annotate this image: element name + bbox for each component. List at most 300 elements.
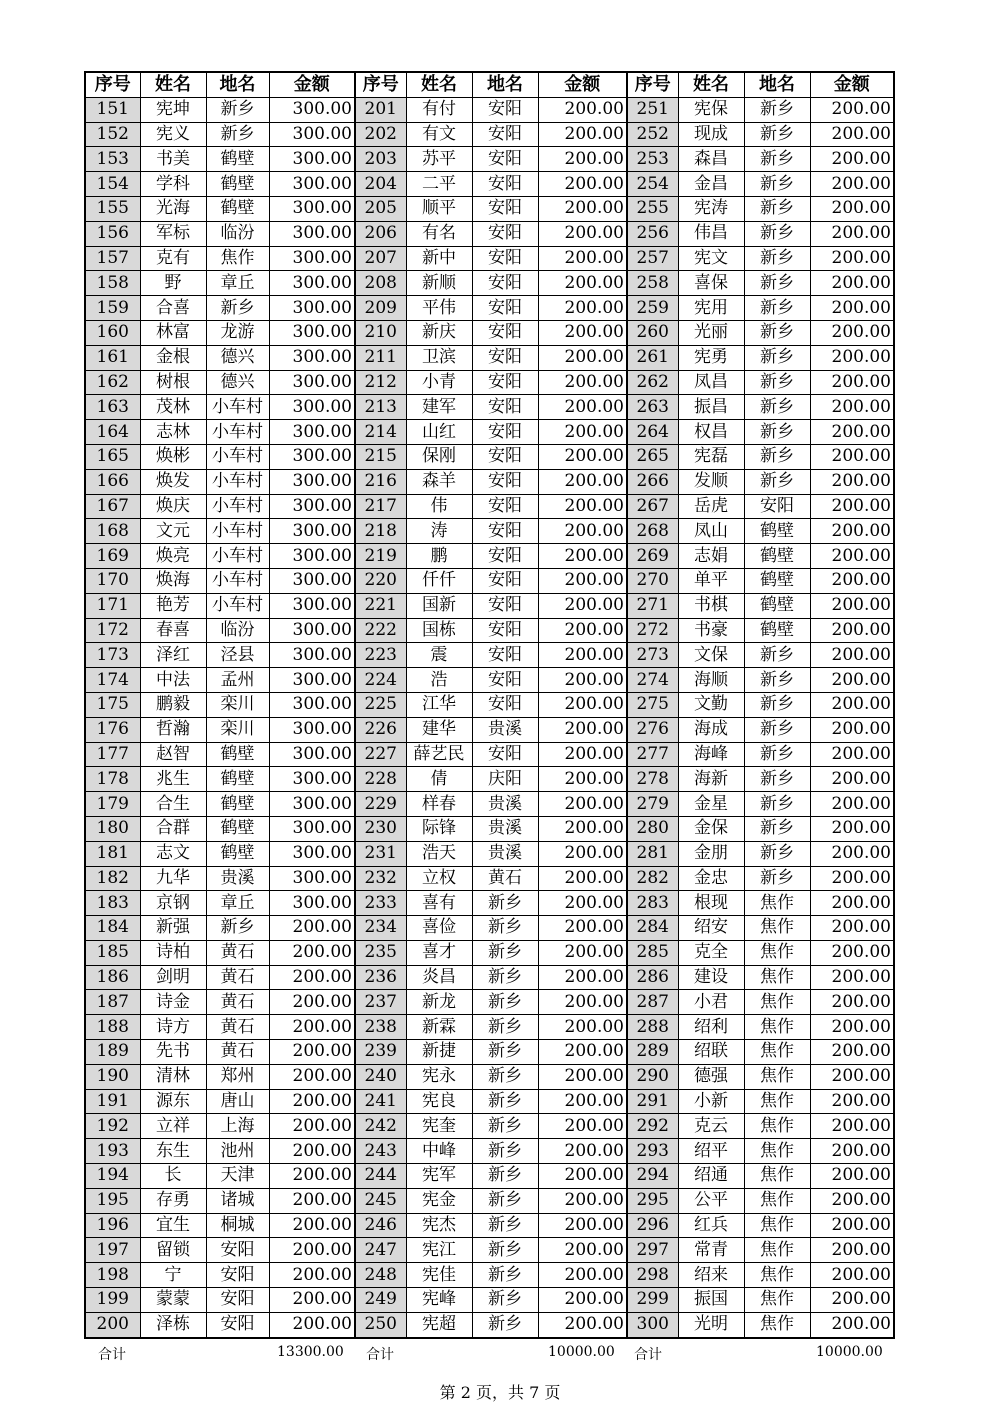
serial-cell: 237 — [355, 990, 406, 1015]
place-cell: 新乡 — [472, 990, 538, 1015]
place-cell: 鹤壁 — [744, 593, 810, 618]
name-cell: 泽红 — [140, 643, 206, 668]
serial-cell: 220 — [355, 568, 406, 593]
place-cell: 安阳 — [472, 469, 538, 494]
table-row — [85, 97, 894, 122]
header-name: 姓名 — [406, 72, 472, 97]
amount-cell: 200.00 — [269, 1040, 355, 1065]
place-cell: 新乡 — [472, 1040, 538, 1065]
serial-cell: 291 — [627, 1089, 678, 1114]
serial-cell: 262 — [627, 370, 678, 395]
place-cell: 鹤壁 — [206, 172, 269, 197]
amount-cell: 300.00 — [269, 395, 355, 420]
place-cell: 贵溪 — [472, 841, 538, 866]
name-cell: 诗方 — [140, 1015, 206, 1040]
amount-cell: 200.00 — [269, 1263, 355, 1288]
amount-cell: 200.00 — [269, 1238, 355, 1263]
place-cell: 新乡 — [744, 320, 810, 345]
amount-cell: 200.00 — [538, 717, 627, 742]
place-cell: 焦作 — [744, 1089, 810, 1114]
place-cell: 安阳 — [206, 1288, 269, 1313]
serial-cell: 215 — [355, 444, 406, 469]
place-cell: 新乡 — [472, 1114, 538, 1139]
name-cell: 书棋 — [678, 593, 744, 618]
table-row — [85, 1213, 894, 1238]
table-row — [85, 742, 894, 767]
serial-cell: 179 — [85, 792, 140, 817]
name-cell: 中峰 — [406, 1139, 472, 1164]
table-row — [85, 1114, 894, 1139]
serial-cell: 280 — [627, 816, 678, 841]
serial-cell: 195 — [85, 1188, 140, 1213]
name-cell: 焕庆 — [140, 494, 206, 519]
table-row — [85, 593, 894, 618]
table-row — [85, 172, 894, 197]
serial-cell: 209 — [355, 296, 406, 321]
name-cell: 炎昌 — [406, 965, 472, 990]
serial-cell: 252 — [627, 122, 678, 147]
serial-cell: 269 — [627, 544, 678, 569]
place-cell: 安阳 — [472, 544, 538, 569]
place-cell: 新乡 — [472, 1238, 538, 1263]
table-row — [85, 916, 894, 941]
place-cell: 新乡 — [744, 692, 810, 717]
place-cell: 新乡 — [206, 97, 269, 122]
name-cell: 红兵 — [678, 1213, 744, 1238]
name-cell: 海峰 — [678, 742, 744, 767]
table-row — [85, 1064, 894, 1089]
serial-cell: 284 — [627, 916, 678, 941]
place-cell: 新乡 — [744, 717, 810, 742]
name-cell: 喜保 — [678, 271, 744, 296]
serial-cell: 181 — [85, 841, 140, 866]
name-cell: 绍安 — [678, 916, 744, 941]
table-row — [85, 196, 894, 221]
name-cell: 顺平 — [406, 196, 472, 221]
place-cell: 小车村 — [206, 544, 269, 569]
serial-cell: 238 — [355, 1015, 406, 1040]
amount-cell: 200.00 — [538, 816, 627, 841]
table-row — [85, 568, 894, 593]
serial-cell: 257 — [627, 246, 678, 271]
amount-cell: 200.00 — [538, 990, 627, 1015]
serial-cell: 213 — [355, 395, 406, 420]
name-cell: 宪金 — [406, 1188, 472, 1213]
amount-cell: 200.00 — [810, 742, 894, 767]
table-row — [85, 618, 894, 643]
place-cell: 诸城 — [206, 1188, 269, 1213]
name-cell: 克全 — [678, 940, 744, 965]
amount-cell: 200.00 — [810, 891, 894, 916]
serial-cell: 295 — [627, 1188, 678, 1213]
table-row — [85, 370, 894, 395]
place-cell: 安阳 — [472, 420, 538, 445]
name-cell: 宪文 — [678, 246, 744, 271]
name-cell: 宪永 — [406, 1064, 472, 1089]
amount-cell: 200.00 — [269, 965, 355, 990]
name-cell: 海新 — [678, 767, 744, 792]
amount-cell: 200.00 — [810, 122, 894, 147]
serial-cell: 248 — [355, 1263, 406, 1288]
name-cell: 宪峰 — [406, 1288, 472, 1313]
place-cell: 新乡 — [472, 940, 538, 965]
serial-cell: 254 — [627, 172, 678, 197]
amount-cell: 200.00 — [269, 1188, 355, 1213]
place-cell: 新乡 — [744, 668, 810, 693]
place-cell: 新乡 — [472, 1015, 538, 1040]
place-cell: 焦作 — [206, 246, 269, 271]
serial-cell: 281 — [627, 841, 678, 866]
name-cell: 宪江 — [406, 1238, 472, 1263]
name-cell: 苏平 — [406, 147, 472, 172]
amount-cell: 200.00 — [538, 444, 627, 469]
place-cell: 小车村 — [206, 519, 269, 544]
place-cell: 鹤壁 — [206, 147, 269, 172]
place-cell: 贵溪 — [472, 792, 538, 817]
name-cell: 公平 — [678, 1188, 744, 1213]
name-cell: 赵智 — [140, 742, 206, 767]
group3-total-label: 合计 — [634, 1347, 662, 1363]
name-cell: 伟昌 — [678, 221, 744, 246]
amount-cell: 200.00 — [269, 1213, 355, 1238]
table-row — [85, 990, 894, 1015]
name-cell: 绍来 — [678, 1263, 744, 1288]
name-cell: 书豪 — [678, 618, 744, 643]
amount-cell: 300.00 — [269, 717, 355, 742]
place-cell: 郑州 — [206, 1064, 269, 1089]
amount-cell: 200.00 — [538, 370, 627, 395]
serial-cell: 249 — [355, 1288, 406, 1313]
name-cell: 志林 — [140, 420, 206, 445]
name-cell: 光丽 — [678, 320, 744, 345]
serial-cell: 194 — [85, 1164, 140, 1189]
amount-cell: 200.00 — [810, 792, 894, 817]
name-cell: 京钢 — [140, 891, 206, 916]
amount-cell: 300.00 — [269, 841, 355, 866]
group1-total-label: 合计 — [98, 1347, 126, 1363]
name-cell: 小君 — [678, 990, 744, 1015]
amount-cell: 200.00 — [810, 1288, 894, 1313]
name-cell: 有付 — [406, 97, 472, 122]
amount-cell: 300.00 — [269, 469, 355, 494]
name-cell: 宪勇 — [678, 345, 744, 370]
amount-cell: 200.00 — [810, 345, 894, 370]
place-cell: 新乡 — [744, 172, 810, 197]
name-cell: 金昌 — [678, 172, 744, 197]
table-row — [85, 891, 894, 916]
name-cell: 森昌 — [678, 147, 744, 172]
place-cell: 新乡 — [744, 816, 810, 841]
serial-cell: 225 — [355, 692, 406, 717]
table-row — [85, 717, 894, 742]
place-cell: 安阳 — [472, 395, 538, 420]
amount-cell: 200.00 — [810, 172, 894, 197]
amount-cell: 300.00 — [269, 172, 355, 197]
place-cell: 焦作 — [744, 1139, 810, 1164]
name-cell: 书美 — [140, 147, 206, 172]
place-cell: 新乡 — [744, 866, 810, 891]
name-cell: 新霖 — [406, 1015, 472, 1040]
place-cell: 鹤壁 — [206, 841, 269, 866]
name-cell: 先书 — [140, 1040, 206, 1065]
name-cell: 东生 — [140, 1139, 206, 1164]
amount-cell: 200.00 — [810, 965, 894, 990]
amount-cell: 200.00 — [269, 1164, 355, 1189]
serial-cell: 298 — [627, 1263, 678, 1288]
serial-cell: 236 — [355, 965, 406, 990]
name-cell: 立权 — [406, 866, 472, 891]
name-cell: 鹏毅 — [140, 692, 206, 717]
amount-cell: 300.00 — [269, 519, 355, 544]
serial-cell: 188 — [85, 1015, 140, 1040]
serial-cell: 289 — [627, 1040, 678, 1065]
serial-cell: 178 — [85, 767, 140, 792]
serial-cell: 268 — [627, 519, 678, 544]
table-row — [85, 1263, 894, 1288]
place-cell: 泾县 — [206, 643, 269, 668]
amount-cell: 200.00 — [810, 816, 894, 841]
serial-cell: 152 — [85, 122, 140, 147]
serial-cell: 151 — [85, 97, 140, 122]
table-row — [85, 866, 894, 891]
serial-cell: 230 — [355, 816, 406, 841]
amount-cell: 300.00 — [269, 320, 355, 345]
table-row — [85, 345, 894, 370]
place-cell: 新乡 — [472, 1312, 538, 1337]
place-cell: 新乡 — [744, 444, 810, 469]
amount-cell: 300.00 — [269, 767, 355, 792]
serial-cell: 294 — [627, 1164, 678, 1189]
serial-cell: 223 — [355, 643, 406, 668]
place-cell: 安阳 — [472, 172, 538, 197]
serial-cell: 175 — [85, 692, 140, 717]
name-cell: 样春 — [406, 792, 472, 817]
place-cell: 安阳 — [472, 494, 538, 519]
name-cell: 光海 — [140, 196, 206, 221]
name-cell: 焕亮 — [140, 544, 206, 569]
place-cell: 新乡 — [744, 122, 810, 147]
ledger-body — [85, 97, 894, 1337]
amount-cell: 200.00 — [538, 643, 627, 668]
amount-cell: 200.00 — [538, 1213, 627, 1238]
table-row — [85, 643, 894, 668]
amount-cell: 200.00 — [810, 692, 894, 717]
name-cell: 新庆 — [406, 320, 472, 345]
name-cell: 山红 — [406, 420, 472, 445]
name-cell: 仟仟 — [406, 568, 472, 593]
amount-cell: 200.00 — [810, 1064, 894, 1089]
amount-cell: 200.00 — [810, 1238, 894, 1263]
serial-cell: 286 — [627, 965, 678, 990]
name-cell: 清林 — [140, 1064, 206, 1089]
serial-cell: 245 — [355, 1188, 406, 1213]
serial-cell: 184 — [85, 916, 140, 941]
name-cell: 艳芳 — [140, 593, 206, 618]
table-row — [85, 1288, 894, 1313]
serial-cell: 185 — [85, 940, 140, 965]
serial-cell: 266 — [627, 469, 678, 494]
place-cell: 焦作 — [744, 1263, 810, 1288]
amount-cell: 200.00 — [810, 841, 894, 866]
amount-cell: 200.00 — [810, 593, 894, 618]
serial-cell: 193 — [85, 1139, 140, 1164]
place-cell: 天津 — [206, 1164, 269, 1189]
amount-cell: 300.00 — [269, 792, 355, 817]
amount-cell: 200.00 — [810, 1040, 894, 1065]
amount-cell: 200.00 — [538, 692, 627, 717]
table-row — [85, 1040, 894, 1065]
name-cell: 合喜 — [140, 296, 206, 321]
serial-cell: 174 — [85, 668, 140, 693]
name-cell: 哲瀚 — [140, 717, 206, 742]
amount-cell: 200.00 — [538, 1114, 627, 1139]
place-cell: 新乡 — [472, 1213, 538, 1238]
amount-cell: 200.00 — [810, 1188, 894, 1213]
place-cell: 黄石 — [206, 940, 269, 965]
table-row — [85, 444, 894, 469]
place-cell: 黄石 — [206, 1015, 269, 1040]
name-cell: 军标 — [140, 221, 206, 246]
place-cell: 栾川 — [206, 717, 269, 742]
donation-ledger-table — [84, 71, 895, 1339]
serial-cell: 170 — [85, 568, 140, 593]
name-cell: 国栋 — [406, 618, 472, 643]
serial-cell: 201 — [355, 97, 406, 122]
amount-cell: 200.00 — [810, 618, 894, 643]
serial-cell: 242 — [355, 1114, 406, 1139]
name-cell: 海成 — [678, 717, 744, 742]
name-cell: 剑明 — [140, 965, 206, 990]
serial-cell: 164 — [85, 420, 140, 445]
table-row — [85, 296, 894, 321]
place-cell: 新乡 — [472, 1288, 538, 1313]
name-cell: 留锁 — [140, 1238, 206, 1263]
table-row — [85, 668, 894, 693]
place-cell: 新乡 — [206, 122, 269, 147]
serial-cell: 283 — [627, 891, 678, 916]
table-row — [85, 1188, 894, 1213]
name-cell: 九华 — [140, 866, 206, 891]
serial-cell: 218 — [355, 519, 406, 544]
amount-cell: 200.00 — [538, 891, 627, 916]
name-cell: 金星 — [678, 792, 744, 817]
header-serial: 序号 — [85, 72, 140, 97]
place-cell: 德兴 — [206, 345, 269, 370]
amount-cell: 200.00 — [810, 320, 894, 345]
serial-cell: 222 — [355, 618, 406, 643]
amount-cell: 200.00 — [538, 767, 627, 792]
name-cell: 权昌 — [678, 420, 744, 445]
place-cell: 小车村 — [206, 494, 269, 519]
amount-cell: 200.00 — [538, 668, 627, 693]
header-name: 姓名 — [140, 72, 206, 97]
name-cell: 树根 — [140, 370, 206, 395]
place-cell: 新乡 — [744, 370, 810, 395]
amount-cell: 200.00 — [810, 494, 894, 519]
name-cell: 文元 — [140, 519, 206, 544]
name-cell: 倩 — [406, 767, 472, 792]
serial-cell: 155 — [85, 196, 140, 221]
name-cell: 森羊 — [406, 469, 472, 494]
place-cell: 安阳 — [206, 1238, 269, 1263]
serial-cell: 275 — [627, 692, 678, 717]
name-cell: 震 — [406, 643, 472, 668]
name-cell: 金朋 — [678, 841, 744, 866]
place-cell: 新乡 — [472, 1164, 538, 1189]
amount-cell: 200.00 — [810, 940, 894, 965]
serial-cell: 163 — [85, 395, 140, 420]
name-cell: 根现 — [678, 891, 744, 916]
serial-cell: 224 — [355, 668, 406, 693]
amount-cell: 200.00 — [269, 1114, 355, 1139]
serial-cell: 241 — [355, 1089, 406, 1114]
table-row — [85, 1015, 894, 1040]
place-cell: 新乡 — [206, 296, 269, 321]
place-cell: 新乡 — [472, 916, 538, 941]
place-cell: 安阳 — [472, 643, 538, 668]
amount-cell: 200.00 — [810, 1139, 894, 1164]
serial-cell: 186 — [85, 965, 140, 990]
amount-cell: 200.00 — [538, 940, 627, 965]
name-cell: 泽栋 — [140, 1312, 206, 1337]
name-cell: 宪奎 — [406, 1114, 472, 1139]
place-cell: 小车村 — [206, 444, 269, 469]
name-cell: 现成 — [678, 122, 744, 147]
amount-cell: 200.00 — [538, 1064, 627, 1089]
amount-cell: 200.00 — [538, 1139, 627, 1164]
amount-cell: 200.00 — [269, 940, 355, 965]
amount-cell: 200.00 — [538, 97, 627, 122]
amount-cell: 200.00 — [538, 395, 627, 420]
name-cell: 浩天 — [406, 841, 472, 866]
name-cell: 浩 — [406, 668, 472, 693]
place-cell: 安阳 — [472, 692, 538, 717]
amount-cell: 200.00 — [538, 271, 627, 296]
name-cell: 宁 — [140, 1263, 206, 1288]
name-cell: 平伟 — [406, 296, 472, 321]
name-cell: 单平 — [678, 568, 744, 593]
place-cell: 焦作 — [744, 891, 810, 916]
place-cell: 焦作 — [744, 916, 810, 941]
name-cell: 凤昌 — [678, 370, 744, 395]
name-cell: 中法 — [140, 668, 206, 693]
amount-cell: 200.00 — [810, 1164, 894, 1189]
amount-cell: 200.00 — [810, 1213, 894, 1238]
amount-cell: 200.00 — [538, 1040, 627, 1065]
serial-cell: 165 — [85, 444, 140, 469]
header-place: 地名 — [744, 72, 810, 97]
table-row — [85, 494, 894, 519]
amount-cell: 200.00 — [269, 1288, 355, 1313]
amount-cell: 200.00 — [269, 1312, 355, 1337]
amount-cell: 200.00 — [810, 717, 894, 742]
amount-cell: 200.00 — [538, 544, 627, 569]
serial-cell: 267 — [627, 494, 678, 519]
serial-cell: 200 — [85, 1312, 140, 1337]
place-cell: 焦作 — [744, 965, 810, 990]
serial-cell: 287 — [627, 990, 678, 1015]
name-cell: 绍平 — [678, 1139, 744, 1164]
amount-cell: 200.00 — [810, 420, 894, 445]
amount-cell: 300.00 — [269, 296, 355, 321]
name-cell: 新顺 — [406, 271, 472, 296]
amount-cell: 200.00 — [269, 1015, 355, 1040]
serial-cell: 276 — [627, 717, 678, 742]
place-cell: 安阳 — [472, 296, 538, 321]
serial-cell: 182 — [85, 866, 140, 891]
amount-cell: 300.00 — [269, 866, 355, 891]
place-cell: 孟州 — [206, 668, 269, 693]
